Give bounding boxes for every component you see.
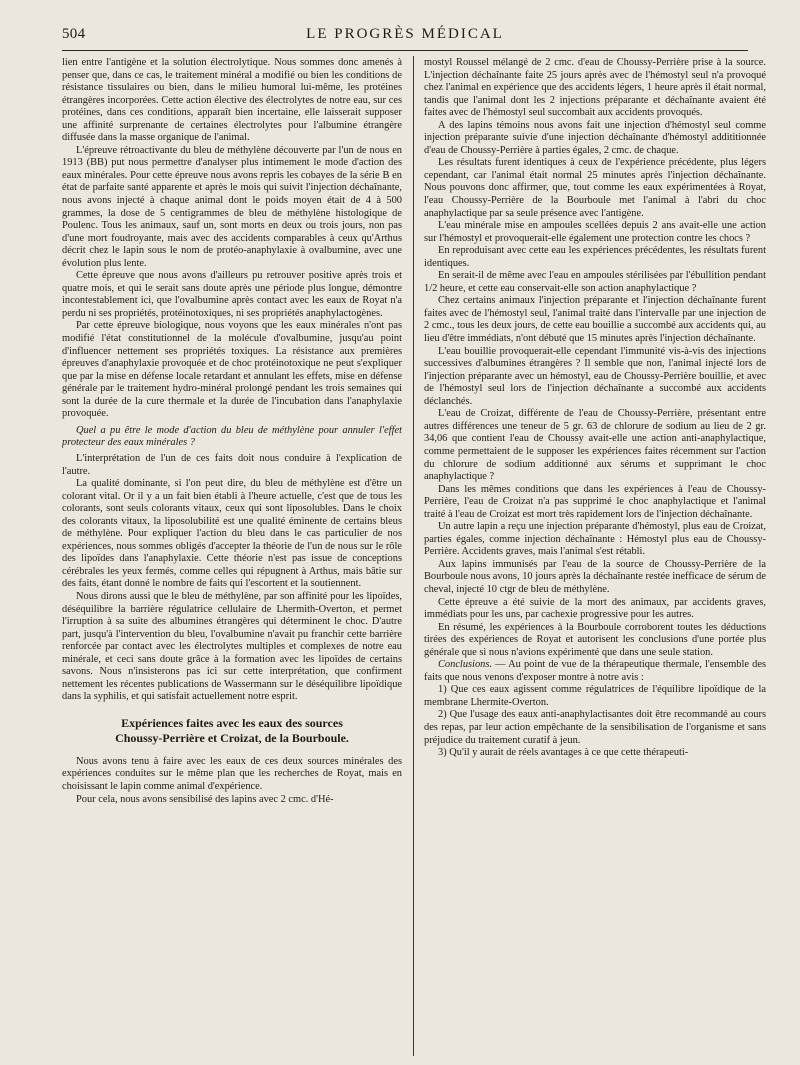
paragraph: En résumé, les expériences à la Bourboule corroborent toutes les déductions tirées des expériences de Royat et autorisent les conclusions d'une portée plus générale que si nous n'avions expérimenté que dans une seule station. [424,621,766,658]
paragraph: Cette épreuve que nous avons d'ailleurs pu retrouver positive après trois et quatre mois, et qui le serait sans doute après une période plus longue, démontre incontestablement ici, que l'ovalbumine après contact avec les eaux de Royat n'a perdu ni ses propriétés, protéinotoxiques, ni ses propriétés anaphylactogènes. [62,270,402,319]
conclusion-item: 2) Que l'usage des eaux anti-anaphylactisantes doit être recommandé au cours des repas, par leur action empêchante de la sensibilisation de l'organisme et sans préjudice du traitement curatif à jeun. [424,709,766,746]
section-heading [62,716,402,746]
conclusions-intro: — Au point de vue de la thérapeutique thermale, l'ensemble des faits que nous venons d'exposer montre à notre avis : [424,659,766,683]
conclusion-item: 1) Que ces eaux agissent comme régulatrices de l'équilibre lipoïdique de la membrane Lhermite-Overton. [424,684,766,708]
question-paragraph: Quel a pu être le mode d'action du bleu de méthylène pour annuler l'effet protecteur des eaux minérales ? [62,424,402,449]
journal-title: LE PROGRÈS MÉDICAL [306,26,504,42]
header-rule [62,50,748,51]
paragraph: L'épreuve rétroactivante du bleu de méthylène découverte par l'un de nous en 1913 (BB) put nous permettre d'analyser plus intimement le mode d'action des eaux minérales. Pour cette épreuve nous avons repris les cobayes de la série B en état de parfaite santé apparente et après le mois qui suivit l'injection déchaînante, nous avons injecté à chaque animal dont le poids moyen était de 4 à 500 grammes, la dose de 5 centigrammes de bleu de méthylène histologique de Poulenc. Tous les animaux, sauf un, sont morts en deux ou trois jours, non pas d'une mort foudroyante, mais avec des accidents comparables à ceux qu'Arthus décrit chez le lapin sous le nom de protéo-anaphylaxie à ovalbumine, avec une évolution plus lente. [62,144,402,269]
paragraph: En reproduisant avec cette eau les expériences précédentes, les résultats furent identiques. [424,245,766,269]
section-heading-line: Choussy-Perrière et Croizat, de la Bourboule. [115,730,349,745]
paragraph: L'eau bouillie provoquerait-elle cependant l'immunité vis-à-vis des injections successives d'albumines étrangères ? Il semble que non, l'animal injecté lors de l'injection préparante avec un hémostyl, eau de Choussy-Perrière bouillie, et avec de l'hémostyl seul lors de l'injection déchaînante a succombé aux accidents déclanchés. [424,345,766,407]
section-heading-line: Expériences faites avec les eaux des sources [121,715,343,730]
paragraph: Pour cela, nous avons sensibilisé des lapins avec 2 cmc. d'Hé- [76,793,334,805]
paragraph: Les résultats furent identiques à ceux de l'expérience précédente, plus légers cependant, car l'animal était normal 25 minutes après l'injection déchaînante. Nous pouvons donc affirmer, que, tout comme les eaux expérimentées à Royat, l'eau Choussy-Perrière de la Bourboule met l'animal à l'abri du choc anaphylactique par sa seule présence avec l'antigène. [424,157,766,219]
page-number: 504 [62,26,86,42]
paragraph: Dans les mêmes conditions que dans les expériences à l'eau de Choussy-Perrière, l'eau de Croizat n'a pas supprimé le choc anaphylactique et l'animal traité à l'eau de Croizat est mort très rapidement lors de l'injection déchaînante. [424,483,766,520]
paragraph: L'eau minérale mise en ampoules scellées depuis 2 ans avait-elle une action sur l'hémostyl et provoquerait-elle également une protection contre les chocs ? [424,220,766,244]
paragraph: En serait-il de même avec l'eau en ampoules stérilisées par l'ébullition pendant 1/2 heure, et cette eau conservait-elle son action anaphylactique ? [424,270,766,294]
paragraph: Un autre lapin a reçu une injection préparante d'hémostyl, plus eau de Croizat, parties égales, comme injection déchaînante : Hémostyl plus eau de Choussy-Perrière. Accidents graves, mais l'animal s'est rétabli. [424,521,766,558]
paragraph: lien entre l'antigène et la solution électrolytique. Nous sommes donc amenés à penser que, dans ce cas, le traitement minéral a modifié ou bien les conditions de résistance tissulaires ou bien, dans le milieu humoral lui-même, les protéines étrangères incorporées. Cette action élective des électrolytes de notre eau, sur ces protéines, dans ces conditions, apparaît bien incertaine, elle laisserait supposer une affinité surprenante de certaines électrolytes pour l'albumine étrangère diffusée dans la masse organique de l'animal. [62,57,402,144]
left-column [62,57,402,1057]
conclusions-paragraph [424,659,766,684]
paragraph: Nous dirons aussi que le bleu de méthylène, par son affinité pour les lipoïdes, déséquilibre la barrière régulatrice cellulaire de Lhermith-Overton, et permet l'irruption à sa suite des albumines étrangères qui déterminent le choc. D'autre part, jusqu'à l'intervention du bleu, l'ovalbumine n'avait pu franchir cette barrière renforcée par contact avec les électrolytes multiples et complexes de notre eau minérale, et ceci sans doute grâce à la formation avec les lipoïdes de certains savons. Nous n'insisterons pas ici sur cette interprétation, que confirment nettement les récentes publications de Wassermann sur le déséquilibre lipoïdique dans la syphilis, et qui satisfait actuellement notre esprit. [62,590,402,703]
paragraph: A des lapins témoins nous avons fait une injection d'hémostyl seul comme injection préparante suivie d'une injection déchaînante d'hémostyl addititionnée d'eau de Choussy-Perrière à parties égales, 2 cmc. de chaque. [424,119,766,156]
paragraph: Cette épreuve a été suivie de la mort des animaux, par accidents graves, immédiats pour les uns, par cachexie progressive pour les autres. [424,596,766,621]
paragraph: La qualité dominante, si l'on peut dire, du bleu de méthylène est d'être un colorant vital. Or il y a un fait bien établi à l'heure actuelle, c'est que de tous les colorants, sont seuls colorants vitaux, ceux qui sont liposolubles. Dans le choix des colorants vitaux, la liposolubilité est une qualité éminente de certains bleus de méthylène. Pour expliquer l'action du bleu dans le cas particulier de nos expériences, nous sommes obligés d'accepter la théorie de l'un de nous sur le rôle des lipoïdes dans l'anaphylaxie. Cette théorie n'est pas issue de conceptions cérébrales les yeux fermés, comme celles qui répugnent à Arthus, mais bâtie sur des faits, étant donné le nombre de faits qui l'escortent et la soutiennent. [62,478,402,590]
conclusion-item: 3) Qu'il y aurait de réels avantages à ce que cette thérapeuti- [438,747,689,759]
right-column [424,57,766,1057]
column-divider [413,56,414,1056]
page-header [62,26,748,48]
paragraph: L'interprétation de l'un de ces faits doit nous conduire à l'explication de l'autre. [62,452,402,477]
conclusions-label: Conclusions. [438,659,492,671]
paragraph: Chez certains animaux l'injection préparante et l'injection déchaînante furent faites avec de l'hémostyl seul, l'animal traité dans l'intervalle par une injection de 2 cmc., tous les deux jours, de cette eau bouillie a succombé aux accidents qui, au lieu d'être immédiats, n'ont débuté que 15 minutes après l'injection déchaînante. [424,295,766,345]
paragraph: Par cette épreuve biologique, nous voyons que les eaux minérales n'ont pas modifié l'état constitutionnel de la molécule d'ovalbumine, jusqu'au point d'influencer nettement ses propriétés toxiques. La résistance aux premières épreuves d'anaphylaxie provoquée et de choc protéinotoxique ne peut s'expliquer que par la mise en défense locale retardant et annulant les effets, mise en défense générale par le traitement hydro-minéral prolongé pendant les trois semaines qui sont la durée de la cure thermale et la durée de l'incubation dans l'anaphylaxie provoquée. [62,320,402,420]
paragraph: Aux lapins immunisés par l'eau de la source de Choussy-Perrière de la Bourboule nous avons, 10 jours après la déchaînante restée inefficace de sérum de cheval, injecté 10 ctgr de bleu de méthylène. [424,558,766,595]
paragraph: Nous avons tenu à faire avec les eaux de ces deux sources minérales des expériences conduites sur le même plan que les recherches de Royat, mais en choisissant le lapin comme animal d'expérience. [62,755,402,792]
paragraph: mostyl Roussel mélangé de 2 cmc. d'eau de Choussy-Perrière prise à la source. L'injection déchaînante faite 25 jours après avec de l'hémostyl seul n'a provoqué chez l'animal en expérience que des accidents légers, 1 heure après il était normal, tandis que l'animal dont les 2 injections préparante et déchaînante avaient été faites avec de l'hémostyl seul succombait aux accidents provoqués. [424,57,766,119]
paragraph: L'eau de Croizat, différente de l'eau de Choussy-Perrière, présentant entre autres différences une teneur de 5 gr. 63 de chlorure de sodium au lieu de 2 gr. 34,06 que contient l'eau de Choussy avait-elle une action anti-anaphylactique, comme permettaient de le supposer les expériences faites récemment sur l'action du chlorure de sodium additionné aux sérums et supprimant le choc anaphylactique ? [424,408,766,483]
